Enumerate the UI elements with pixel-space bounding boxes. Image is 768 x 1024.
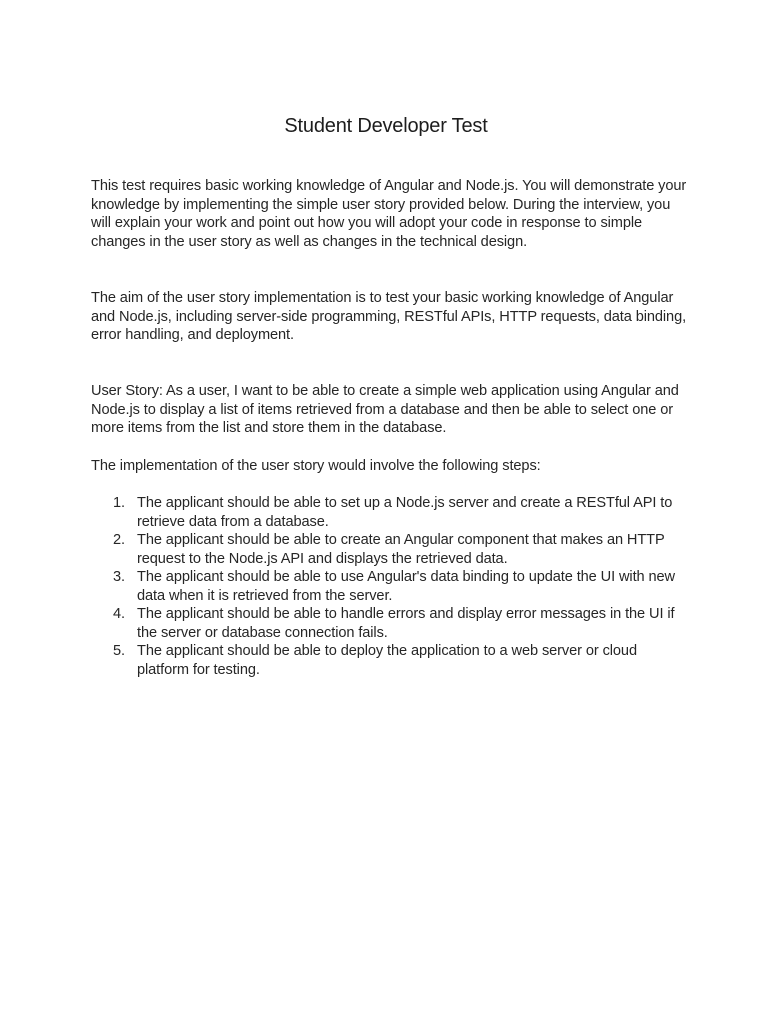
step-number: 1. [113, 495, 125, 511]
intro-paragraph: This test requires basic working knowledge of Angular and Node.js. You will demonstrate your knowledge by implementing the simple user story provided below. During the interview, you will explain your work and point out how you will adopt your code in response to simple changes in the user story as well as changes in the technical design. [91, 178, 687, 250]
list-item [91, 568, 691, 605]
step-number: 3. [113, 569, 125, 585]
steps-intro-paragraph: The implementation of the user story would involve the following steps: [91, 458, 541, 474]
step-number: 5. [113, 643, 125, 659]
step-text: The applicant should be able to handle errors and display error messages in the UI if the server or database connection fails. [137, 606, 675, 641]
user-story-paragraph: User Story: As a user, I want to be able to create a simple web application using Angular and Node.js to display a list of items retrieved from a database and then be able to select one or more items from the list and store them in the database. [91, 383, 679, 436]
list-item [91, 605, 691, 642]
step-text: The applicant should be able to create an Angular component that makes an HTTP request to the Node.js API and displays the retrieved data. [137, 532, 665, 567]
step-text: The applicant should be able to use Angular's data binding to update the UI with new data when it is retrieved from the server. [137, 569, 675, 604]
step-number: 4. [113, 606, 125, 622]
list-item [91, 642, 691, 679]
step-number: 2. [113, 532, 125, 548]
step-text: The applicant should be able to set up a Node.js server and create a RESTful API to retrieve data from a database. [137, 495, 673, 530]
list-item [91, 531, 691, 568]
steps-list [91, 494, 691, 679]
aim-paragraph: The aim of the user story implementation is to test your basic working knowledge of Angular and Node.js, including server-side programming, RESTful APIs, HTTP requests, data binding, error handling, and deployment. [91, 290, 687, 343]
step-text: The applicant should be able to deploy the application to a web server or cloud platform for testing. [137, 643, 637, 678]
list-item [91, 494, 691, 531]
document-title: Student Developer Test [284, 115, 488, 137]
